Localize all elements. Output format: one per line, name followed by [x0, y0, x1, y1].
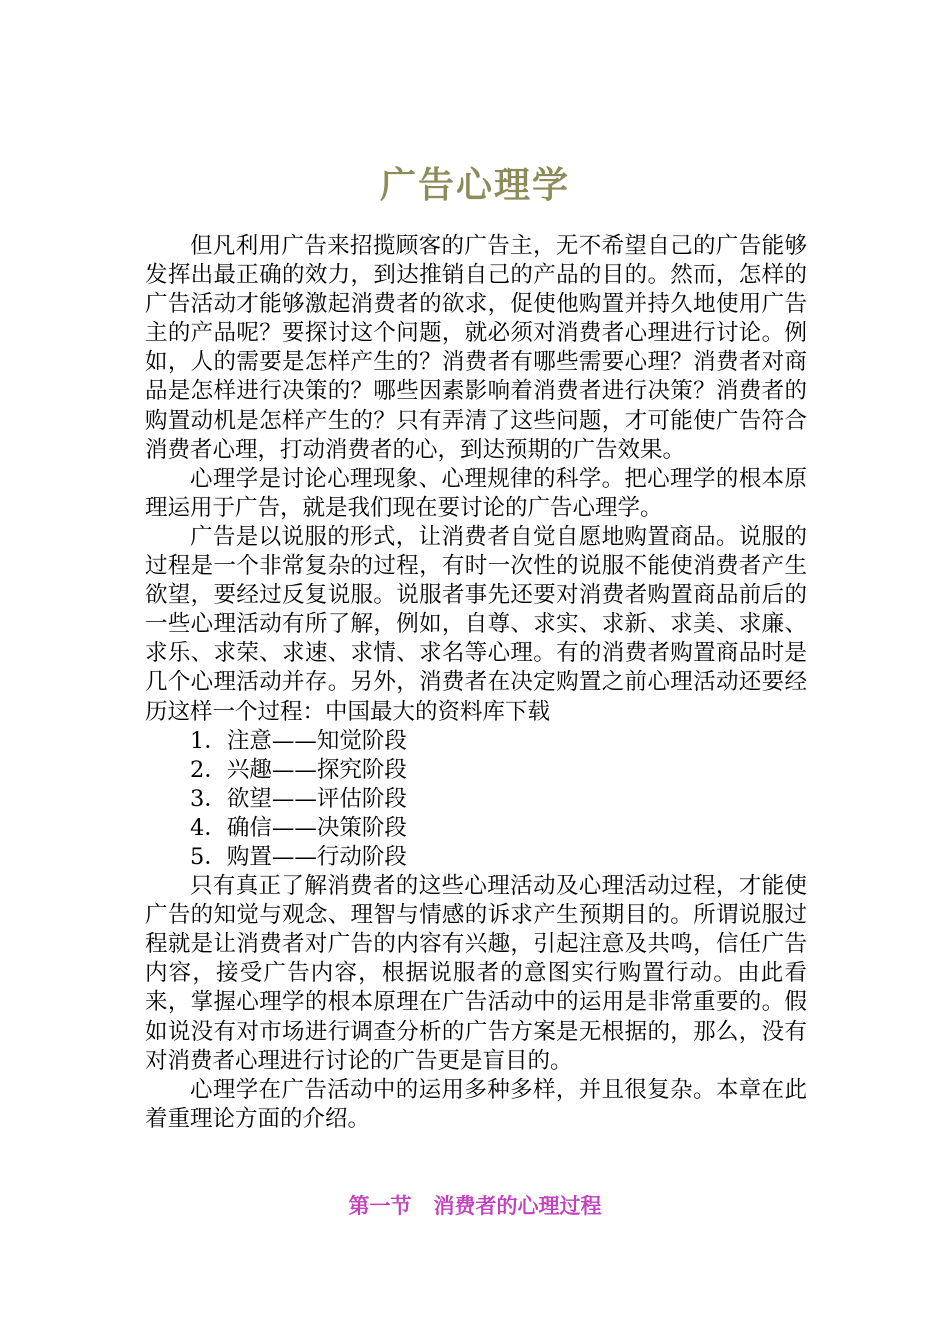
stage-item: 5．购置——行动阶段 — [190, 843, 407, 870]
document-title: 广告心理学 — [379, 164, 570, 206]
stage-list — [145, 727, 807, 872]
section-number: 第一节 — [348, 1193, 412, 1218]
paragraph-intro: 但凡利用广告来招揽顾客的广告主，无不希望自己的广告能够发挥出最正确的效力，到达推销自己的产品的目的。然而，怎样的广告活动才能够激起消费者的欲求，促使他购置并持久地使用广告主的产品呢？要探讨这个问题，就必须对消费者心理进行讨论。例如，人的需要是怎样产生的？消费者有哪些需要心理？消费者对商品是怎样进行决策的？哪些因素影响着消费者进行决策？消费者的购置动机是怎样产生的？只有弄清了这些问题，才可能使广告符合消费者心理，打动消费者的心，到达预期的广告效果。 — [145, 233, 807, 463]
paragraph-chapter-note: 心理学在广告活动中的运用多种多样，并且很复杂。本章在此着重理论方面的介绍。 — [145, 1076, 807, 1132]
stage-item: 1．注意——知觉阶段 — [190, 727, 407, 754]
paragraph-conclusion: 只有真正了解消费者的这些心理活动及心理活动过程，才能使广告的知觉与观念、理智与情感的诉求产生预期目的。所谓说服过程就是让消费者对广告的内容有兴趣，引起注意及共鸣，信任广告内容，接受广告内容，根据说服者的意图实行购置行动。由此看来，掌握心理学的根本原理在广告活动中的运用是非常重要的。假如说没有对市场进行调查分析的广告方案是无根据的，那么，没有对消费者心理进行讨论的广告更是盲目的。 — [145, 873, 807, 1074]
stage-item: 3．欲望——评估阶段 — [190, 785, 407, 812]
stage-item: 4．确信——决策阶段 — [190, 814, 407, 841]
section-title: 消费者的心理过程 — [433, 1193, 602, 1218]
section-heading — [0, 1190, 950, 1222]
body-text — [145, 232, 807, 1134]
stage-item: 2．兴趣——探究阶段 — [190, 756, 407, 783]
paragraph-persuasion: 广告是以说服的形式，让消费者自觉自愿地购置商品。说服的过程是一个非常复杂的过程，有时一次性的说服不能使消费者产生欲望，要经过反复说服。说服者事先还要对消费者购置商品前后的一些心理活动有所了解，例如，自尊、求实、求新、求美、求廉、求乐、求荣、求速、求情、求名等心理。有的消费者购置商品时是几个心理活动并存。另外，消费者在决定购置之前心理活动还要经历这样一个过程：中国最大的资料库下载 — [145, 523, 807, 725]
paragraph-definition: 心理学是讨论心理现象、心理规律的科学。把心理学的根本原理运用于广告，就是我们现在要讨论的广告心理学。 — [145, 465, 807, 521]
